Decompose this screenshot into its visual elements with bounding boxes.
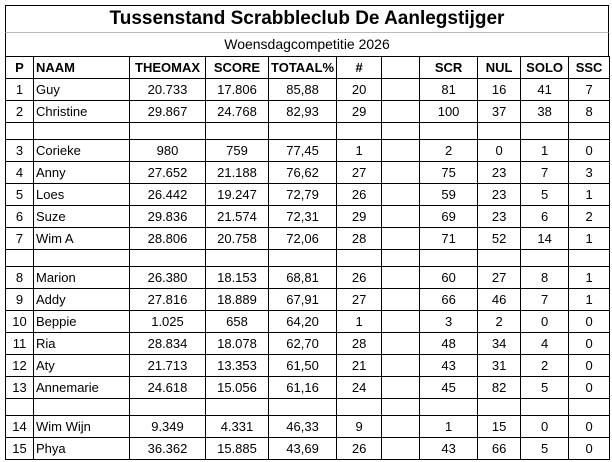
cell-empty xyxy=(206,399,269,416)
cell-count: 28 xyxy=(337,228,382,250)
sheet-subtitle: Woensdagcompetitie 2026 xyxy=(5,32,609,57)
cell-empty xyxy=(420,250,478,267)
cell-count: 1 xyxy=(337,140,382,162)
standings-table xyxy=(5,56,610,460)
cell-p: 5 xyxy=(6,184,34,206)
cell-count: 26 xyxy=(337,438,382,460)
cell-p: 11 xyxy=(6,333,34,355)
cell-ssc: 3 xyxy=(569,162,610,184)
cell-ssc: 0 xyxy=(569,311,610,333)
table-row xyxy=(6,184,610,206)
table-row xyxy=(6,79,610,101)
separator-row xyxy=(6,250,610,267)
table-row xyxy=(6,289,610,311)
cell-empty xyxy=(478,123,521,140)
cell-nul: 0 xyxy=(478,140,521,162)
cell-totaal: 61,50 xyxy=(269,355,337,377)
separator-row xyxy=(6,399,610,416)
cell-empty xyxy=(206,123,269,140)
cell-p: 7 xyxy=(6,228,34,250)
cell-scr: 48 xyxy=(420,333,478,355)
cell-ssc: 8 xyxy=(569,101,610,123)
cell-scr: 69 xyxy=(420,206,478,228)
cell-p: 9 xyxy=(6,289,34,311)
cell-ssc: 7 xyxy=(569,79,610,101)
cell-naam: Annemarie xyxy=(34,377,130,399)
cell-solo: 5 xyxy=(521,184,569,206)
cell-totaal: 76,62 xyxy=(269,162,337,184)
cell-empty xyxy=(269,250,337,267)
cell-empty xyxy=(478,399,521,416)
cell-count: 21 xyxy=(337,355,382,377)
cell-empty xyxy=(382,206,420,228)
cell-score: 658 xyxy=(206,311,269,333)
header-totaal: TOTAAL% xyxy=(269,57,337,79)
cell-empty xyxy=(382,140,420,162)
header-solo: SOLO xyxy=(521,57,569,79)
cell-empty xyxy=(6,123,34,140)
cell-empty xyxy=(382,101,420,123)
cell-solo: 38 xyxy=(521,101,569,123)
cell-solo: 5 xyxy=(521,438,569,460)
cell-naam: Addy xyxy=(34,289,130,311)
cell-scr: 60 xyxy=(420,267,478,289)
cell-p: 8 xyxy=(6,267,34,289)
header-naam: NAAM xyxy=(34,57,130,79)
cell-p: 12 xyxy=(6,355,34,377)
header-theomax: THEOMAX xyxy=(130,57,206,79)
cell-ssc: 1 xyxy=(569,267,610,289)
cell-solo: 1 xyxy=(521,140,569,162)
cell-empty xyxy=(420,399,478,416)
cell-naam: Suze xyxy=(34,206,130,228)
cell-naam: Christine xyxy=(34,101,130,123)
cell-ssc: 0 xyxy=(569,355,610,377)
cell-empty xyxy=(382,250,420,267)
header-scr: SCR xyxy=(420,57,478,79)
cell-theomax: 21.713 xyxy=(130,355,206,377)
cell-naam: Corieke xyxy=(34,140,130,162)
cell-empty xyxy=(382,289,420,311)
cell-nul: 27 xyxy=(478,267,521,289)
cell-p: 10 xyxy=(6,311,34,333)
cell-empty xyxy=(382,228,420,250)
cell-empty xyxy=(382,162,420,184)
cell-score: 24.768 xyxy=(206,101,269,123)
table-row xyxy=(6,140,610,162)
cell-scr: 2 xyxy=(420,140,478,162)
cell-scr: 59 xyxy=(420,184,478,206)
cell-naam: Loes xyxy=(34,184,130,206)
cell-empty xyxy=(382,333,420,355)
cell-score: 18.153 xyxy=(206,267,269,289)
cell-totaal: 46,33 xyxy=(269,416,337,438)
table-row xyxy=(6,377,610,399)
cell-solo: 0 xyxy=(521,416,569,438)
cell-nul: 66 xyxy=(478,438,521,460)
cell-nul: 2 xyxy=(478,311,521,333)
cell-empty xyxy=(521,250,569,267)
cell-totaal: 67,91 xyxy=(269,289,337,311)
cell-ssc: 0 xyxy=(569,438,610,460)
cell-solo: 7 xyxy=(521,162,569,184)
cell-scr: 81 xyxy=(420,79,478,101)
cell-count: 26 xyxy=(337,267,382,289)
cell-empty xyxy=(269,123,337,140)
separator-row xyxy=(6,123,610,140)
cell-nul: 37 xyxy=(478,101,521,123)
cell-theomax: 9.349 xyxy=(130,416,206,438)
cell-ssc: 1 xyxy=(569,228,610,250)
cell-count: 26 xyxy=(337,184,382,206)
cell-count: 27 xyxy=(337,162,382,184)
cell-score: 759 xyxy=(206,140,269,162)
cell-score: 21.574 xyxy=(206,206,269,228)
cell-naam: Ria xyxy=(34,333,130,355)
header-row xyxy=(6,57,610,79)
cell-scr: 43 xyxy=(420,438,478,460)
cell-nul: 16 xyxy=(478,79,521,101)
table-body xyxy=(6,79,610,460)
cell-empty xyxy=(382,79,420,101)
cell-empty xyxy=(569,123,610,140)
cell-totaal: 61,16 xyxy=(269,377,337,399)
header-ssc: SSC xyxy=(569,57,610,79)
cell-empty xyxy=(382,311,420,333)
cell-empty xyxy=(337,123,382,140)
cell-scr: 75 xyxy=(420,162,478,184)
cell-empty xyxy=(382,355,420,377)
header-empty xyxy=(382,57,420,79)
cell-solo: 7 xyxy=(521,289,569,311)
cell-totaal: 62,70 xyxy=(269,333,337,355)
cell-score: 15.885 xyxy=(206,438,269,460)
cell-nul: 31 xyxy=(478,355,521,377)
cell-ssc: 2 xyxy=(569,206,610,228)
cell-solo: 4 xyxy=(521,333,569,355)
cell-nul: 23 xyxy=(478,184,521,206)
table-row xyxy=(6,438,610,460)
cell-solo: 5 xyxy=(521,377,569,399)
cell-empty xyxy=(382,267,420,289)
cell-p: 14 xyxy=(6,416,34,438)
cell-naam: Phya xyxy=(34,438,130,460)
cell-empty xyxy=(6,250,34,267)
cell-count: 9 xyxy=(337,416,382,438)
cell-naam: Wim Wijn xyxy=(34,416,130,438)
cell-theomax: 28.806 xyxy=(130,228,206,250)
cell-empty xyxy=(382,184,420,206)
header-nul: NUL xyxy=(478,57,521,79)
cell-empty xyxy=(382,123,420,140)
cell-empty xyxy=(130,123,206,140)
cell-naam: Beppie xyxy=(34,311,130,333)
cell-empty xyxy=(521,399,569,416)
cell-score: 13.353 xyxy=(206,355,269,377)
cell-ssc: 1 xyxy=(569,184,610,206)
cell-nul: 15 xyxy=(478,416,521,438)
cell-ssc: 0 xyxy=(569,377,610,399)
cell-empty xyxy=(34,399,130,416)
cell-nul: 34 xyxy=(478,333,521,355)
cell-naam: Marion xyxy=(34,267,130,289)
cell-theomax: 26.442 xyxy=(130,184,206,206)
cell-empty xyxy=(337,250,382,267)
cell-count: 27 xyxy=(337,289,382,311)
cell-totaal: 72,31 xyxy=(269,206,337,228)
table-row xyxy=(6,333,610,355)
cell-naam: Guy xyxy=(34,79,130,101)
cell-empty xyxy=(34,250,130,267)
cell-nul: 82 xyxy=(478,377,521,399)
cell-empty xyxy=(420,123,478,140)
cell-theomax: 27.652 xyxy=(130,162,206,184)
cell-nul: 52 xyxy=(478,228,521,250)
cell-scr: 1 xyxy=(420,416,478,438)
cell-count: 29 xyxy=(337,206,382,228)
cell-solo: 14 xyxy=(521,228,569,250)
table-row xyxy=(6,206,610,228)
table-row xyxy=(6,267,610,289)
cell-score: 21.188 xyxy=(206,162,269,184)
cell-empty xyxy=(478,250,521,267)
table-row xyxy=(6,311,610,333)
cell-empty xyxy=(569,399,610,416)
cell-ssc: 1 xyxy=(569,289,610,311)
cell-solo: 8 xyxy=(521,267,569,289)
cell-solo: 6 xyxy=(521,206,569,228)
table-row xyxy=(6,162,610,184)
cell-score: 19.247 xyxy=(206,184,269,206)
cell-score: 17.806 xyxy=(206,79,269,101)
cell-solo: 0 xyxy=(521,311,569,333)
cell-score: 15.056 xyxy=(206,377,269,399)
cell-naam: Wim A xyxy=(34,228,130,250)
cell-p: 3 xyxy=(6,140,34,162)
cell-empty xyxy=(337,399,382,416)
cell-theomax: 28.834 xyxy=(130,333,206,355)
cell-totaal: 72,06 xyxy=(269,228,337,250)
cell-score: 18.078 xyxy=(206,333,269,355)
cell-theomax: 1.025 xyxy=(130,311,206,333)
cell-totaal: 85,88 xyxy=(269,79,337,101)
cell-p: 2 xyxy=(6,101,34,123)
cell-empty xyxy=(206,250,269,267)
table-row xyxy=(6,355,610,377)
header-count: # xyxy=(337,57,382,79)
cell-empty xyxy=(382,377,420,399)
cell-scr: 45 xyxy=(420,377,478,399)
cell-totaal: 43,69 xyxy=(269,438,337,460)
cell-naam: Anny xyxy=(34,162,130,184)
cell-score: 18.889 xyxy=(206,289,269,311)
cell-totaal: 77,45 xyxy=(269,140,337,162)
cell-totaal: 72,79 xyxy=(269,184,337,206)
cell-empty xyxy=(130,399,206,416)
header-p: P xyxy=(6,57,34,79)
cell-score: 20.758 xyxy=(206,228,269,250)
cell-empty xyxy=(521,123,569,140)
cell-naam: Aty xyxy=(34,355,130,377)
cell-empty xyxy=(569,250,610,267)
cell-empty xyxy=(269,399,337,416)
cell-theomax: 20.733 xyxy=(130,79,206,101)
cell-count: 1 xyxy=(337,311,382,333)
cell-totaal: 82,93 xyxy=(269,101,337,123)
cell-nul: 23 xyxy=(478,162,521,184)
cell-nul: 46 xyxy=(478,289,521,311)
table-row xyxy=(6,228,610,250)
cell-empty xyxy=(6,399,34,416)
cell-totaal: 68,81 xyxy=(269,267,337,289)
cell-empty xyxy=(382,416,420,438)
cell-theomax: 29.836 xyxy=(130,206,206,228)
cell-theomax: 29.867 xyxy=(130,101,206,123)
table-row xyxy=(6,416,610,438)
cell-scr: 71 xyxy=(420,228,478,250)
cell-count: 20 xyxy=(337,79,382,101)
cell-solo: 41 xyxy=(521,79,569,101)
cell-empty xyxy=(382,438,420,460)
cell-p: 6 xyxy=(6,206,34,228)
cell-scr: 100 xyxy=(420,101,478,123)
cell-count: 29 xyxy=(337,101,382,123)
cell-theomax: 980 xyxy=(130,140,206,162)
cell-score: 4.331 xyxy=(206,416,269,438)
cell-count: 28 xyxy=(337,333,382,355)
cell-empty xyxy=(382,399,420,416)
cell-totaal: 64,20 xyxy=(269,311,337,333)
cell-solo: 2 xyxy=(521,355,569,377)
cell-theomax: 36.362 xyxy=(130,438,206,460)
cell-ssc: 0 xyxy=(569,140,610,162)
cell-theomax: 24.618 xyxy=(130,377,206,399)
cell-p: 4 xyxy=(6,162,34,184)
header-score: SCORE xyxy=(206,57,269,79)
cell-theomax: 27.816 xyxy=(130,289,206,311)
cell-ssc: 0 xyxy=(569,333,610,355)
cell-scr: 43 xyxy=(420,355,478,377)
cell-scr: 66 xyxy=(420,289,478,311)
sheet-title: Tussenstand Scrabbleclub De Aanlegstijger xyxy=(5,5,609,32)
cell-p: 1 xyxy=(6,79,34,101)
cell-theomax: 26.380 xyxy=(130,267,206,289)
cell-empty xyxy=(130,250,206,267)
cell-count: 24 xyxy=(337,377,382,399)
cell-scr: 3 xyxy=(420,311,478,333)
cell-p: 15 xyxy=(6,438,34,460)
cell-ssc: 0 xyxy=(569,416,610,438)
cell-empty xyxy=(34,123,130,140)
table-row xyxy=(6,101,610,123)
cell-p: 13 xyxy=(6,377,34,399)
cell-nul: 23 xyxy=(478,206,521,228)
